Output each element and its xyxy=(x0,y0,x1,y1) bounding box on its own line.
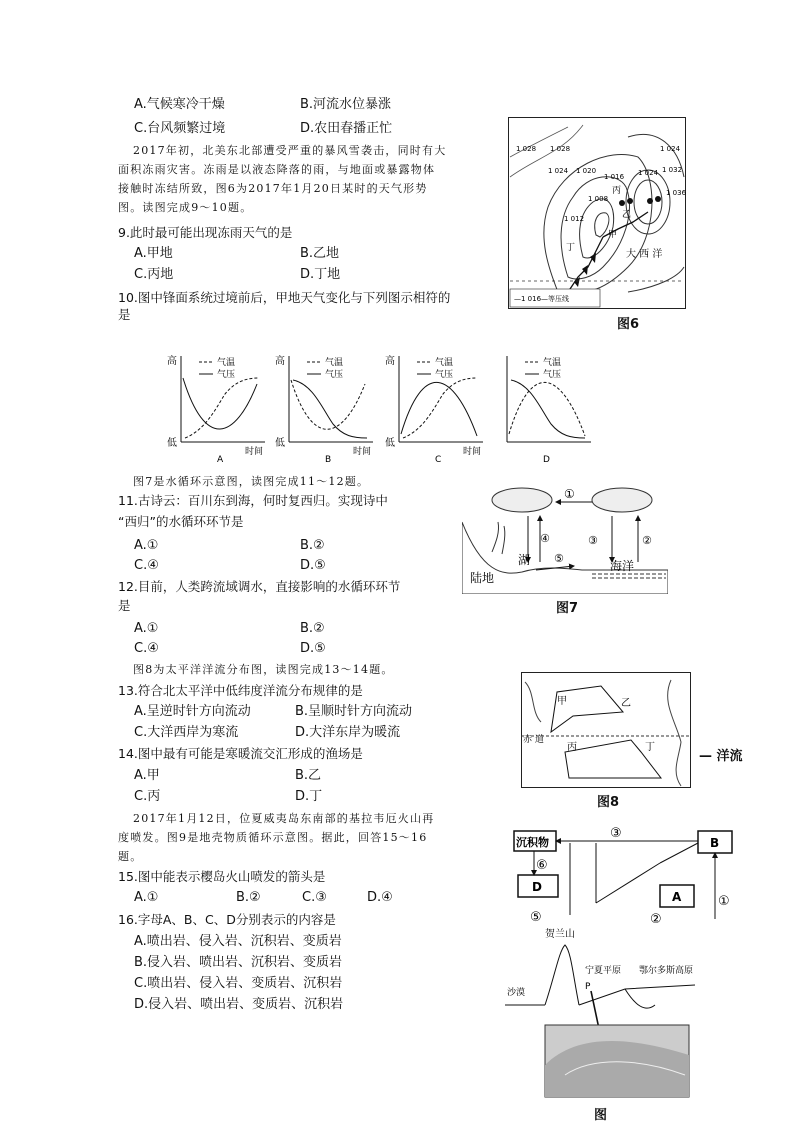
wc-num-4: ④ xyxy=(540,532,550,545)
q11-option-b: B.② xyxy=(300,538,325,553)
fig8-jia: 甲 xyxy=(557,696,567,707)
q16-option-d: D.侵入岩、喷出岩、变质岩、沉积岩 xyxy=(134,997,344,1012)
isobar-label-1024a: 1 024 xyxy=(660,145,681,153)
chart-c-high: 高 xyxy=(385,356,395,367)
q15-option-c: C.③ xyxy=(302,890,327,905)
fig10-desert: 沙漠 xyxy=(507,988,526,998)
isobar-label-1036: 1 036 xyxy=(666,189,686,197)
q14-option-d: D.丁 xyxy=(295,789,323,804)
isobar-label-1024b: 1 024 xyxy=(548,167,569,175)
wc-sea: 海洋 xyxy=(610,559,635,573)
q11-stem-line2: “西归”的水循环环节是 xyxy=(118,514,244,529)
chart-c-label: C xyxy=(435,455,442,465)
q16-stem: 16.字母A、B、C、D分别表示的内容是 xyxy=(118,912,336,927)
chart-c-time: 时间 xyxy=(463,447,482,457)
wc-land: 陆地 xyxy=(470,571,495,585)
intro-15-16-line2: 度喷发。图9是地壳物质循环示意图。据此，回答15～16 xyxy=(118,831,428,844)
q13-option-c: C.大洋西岸为寒流 xyxy=(134,725,239,740)
q15-stem: 15.图中能表示樱岛火山喷发的箭头是 xyxy=(118,869,326,884)
q8-option-c: C.台风频繁过境 xyxy=(134,121,226,136)
chart-b-label: B xyxy=(325,455,332,465)
q10-stem-line1: 10.图中锋面系统过境前后，甲地天气变化与下列图示相符的 xyxy=(118,290,451,305)
fig8-equator: 赤 道 xyxy=(523,735,544,745)
intro-15-16-line1: 2017年1月12日，位夏威夷岛东南部的基拉韦厄火山再 xyxy=(133,812,435,825)
chart-b-high: 高 xyxy=(275,356,285,367)
q16-option-c: C.喷出岩、侵入岩、变质岩、沉积岩 xyxy=(134,976,343,991)
intro-13-14: 图8为太平洋洋流分布图，读图完成13～14题。 xyxy=(133,663,394,676)
q16-option-b: B.侵入岩、喷出岩、沉积岩、变质岩 xyxy=(134,955,343,970)
q11-option-c: C.④ xyxy=(134,558,159,573)
fig8-ding: 丁 xyxy=(645,742,655,753)
q16-option-a: A.喷出岩、侵入岩、沉积岩、变质岩 xyxy=(134,934,342,949)
q10-option-charts xyxy=(165,350,595,470)
fig8-legend xyxy=(699,745,743,764)
fig9-num-1: ① xyxy=(718,894,730,909)
q10-stem-line2: 是 xyxy=(118,307,131,322)
q11-stem-line1: 11.古诗云：百川东到海，何时复西归。实现诗中 xyxy=(118,493,388,508)
figure-10-caption: 图 xyxy=(594,1108,608,1123)
q12-option-c: C.④ xyxy=(134,641,159,656)
chart-c-low: 低 xyxy=(385,438,395,449)
q11-option-d: D.⑤ xyxy=(300,558,326,573)
chart-c xyxy=(385,354,483,465)
q14-stem: 14.图中最有可能是寒暖流交汇形成的渔场是 xyxy=(118,746,363,761)
q14-option-c: C.丙 xyxy=(134,789,161,804)
figure-6-caption: 图6 xyxy=(617,317,640,332)
isobar-label-1028b: 1 028 xyxy=(516,145,537,153)
chart-a-low: 低 xyxy=(167,438,177,449)
figure-9-rock-cycle xyxy=(510,823,744,923)
chart-a-legend-temp: 气温 xyxy=(217,358,236,368)
chart-b xyxy=(275,354,373,465)
q11-option-a: A.① xyxy=(134,538,159,553)
isobar-label-1012: 1 012 xyxy=(564,215,585,223)
chart-d xyxy=(507,356,591,465)
place-yi: 乙 xyxy=(622,210,632,220)
chart-c-legend-pressure: 气压 xyxy=(435,370,454,380)
chart-a-legend-pressure: 气压 xyxy=(217,370,236,380)
chart-a xyxy=(167,354,265,465)
chart-d-legend-temp: 气温 xyxy=(543,358,562,368)
q13-option-a: A.呈逆时针方向流动 xyxy=(134,704,251,719)
wc-lake: 湖 xyxy=(518,553,531,567)
wc-num-2: ② xyxy=(642,534,652,547)
chart-c-legend-temp: 气温 xyxy=(435,358,454,368)
fig8-legend-text: 洋流 xyxy=(716,749,743,764)
chart-d-legend-pressure: 气压 xyxy=(543,370,562,380)
fig8-bing: 丙 xyxy=(567,742,577,753)
chart-a-label: A xyxy=(217,455,224,465)
fig8-yi: 乙 xyxy=(621,698,631,709)
figure-8-pacific-currents xyxy=(521,672,691,788)
intro-15-16-line3: 题。 xyxy=(118,850,143,863)
chart-b-legend-temp: 气温 xyxy=(325,358,344,368)
isobar-label-1008: 1 008 xyxy=(588,195,609,203)
q13-option-d: D.大洋东岸为暖流 xyxy=(295,725,401,740)
intro-9-10-line2: 面积冻雨灾害。冻雨是以液态降落的雨，与地面或暴露物体 xyxy=(118,163,436,176)
q13-option-b: B.呈顺时针方向流动 xyxy=(295,704,413,719)
fig10-p: P xyxy=(585,982,591,992)
chart-a-high: 高 xyxy=(167,356,177,367)
fig9-box-a: A xyxy=(672,890,682,904)
isobar-legend: —1 016—等压线 xyxy=(514,295,570,303)
intro-9-10-line4: 图。读图完成9～10题。 xyxy=(118,201,253,214)
figure-6-weather-map xyxy=(508,117,686,309)
fig9-num-6: ⑥ xyxy=(536,858,548,873)
wc-num-3: ③ xyxy=(588,534,598,547)
q12-stem-line2: 是 xyxy=(118,598,131,613)
chart-b-time: 时间 xyxy=(353,447,372,457)
q13-stem: 13.符合北太平洋中低纬度洋流分布规律的是 xyxy=(118,683,363,698)
fig9-box-d: D xyxy=(532,880,542,894)
q12-option-a: A.① xyxy=(134,621,159,636)
fig9-num-5: ⑤ xyxy=(530,910,542,923)
place-ding: 丁 xyxy=(566,243,576,253)
q9-stem: 9.此时最可能出现冻雨天气的是 xyxy=(118,225,293,240)
q8-option-d: D.农田春播正忙 xyxy=(300,121,393,136)
wc-num-5: ⑤ xyxy=(554,552,564,565)
q12-option-b: B.② xyxy=(300,621,325,636)
q12-stem-line1: 12.目前，人类跨流域调水，直接影响的水循环环节 xyxy=(118,579,401,594)
isobar-label-1024c: 1 024 xyxy=(638,169,659,177)
wc-num-1: ① xyxy=(564,487,575,501)
figure-7-caption: 图7 xyxy=(556,601,579,616)
figure-7-water-cycle xyxy=(462,482,668,594)
fig8-legend-line: — xyxy=(699,749,717,764)
figure-10-helan-mountains xyxy=(505,925,705,1105)
isobar-label-1020: 1 020 xyxy=(576,167,597,175)
fig9-box-b: B xyxy=(710,836,720,850)
ocean-label: 大 西 洋 xyxy=(626,249,663,260)
chart-d-label: D xyxy=(543,455,550,465)
q15-option-d: D.④ xyxy=(367,890,393,905)
q9-option-a: A.甲地 xyxy=(134,246,173,261)
q8-option-b: B.河流水位暴涨 xyxy=(300,97,392,112)
fig9-sediment: 沉积物 xyxy=(516,836,549,849)
intro-9-10-line3: 接触时冻结所致，图6为2017年1月20日某时的天气形势 xyxy=(118,182,428,195)
q12-option-d: D.⑤ xyxy=(300,641,326,656)
fig10-plain: 宁夏平原 xyxy=(585,966,622,976)
isobar-label-1016: 1 016 xyxy=(604,173,625,181)
place-jia: 甲 xyxy=(608,230,618,240)
fig10-plateau: 鄂尔多斯高原 xyxy=(639,966,694,976)
intro-9-10-line1: 2017年初，北美东北部遭受严重的暴风雪袭击，同时有大 xyxy=(133,144,447,157)
q9-option-d: D.丁地 xyxy=(300,267,341,282)
q14-option-a: A.甲 xyxy=(134,768,160,783)
q8-option-a: A.气候寒冷干燥 xyxy=(134,97,225,112)
place-bing: 丙 xyxy=(612,186,622,196)
figure-8-caption: 图8 xyxy=(597,795,620,810)
isobar-label-1028a: 1 028 xyxy=(550,145,571,153)
q15-option-a: A.① xyxy=(134,890,159,905)
q15-option-b: B.② xyxy=(236,890,261,905)
isobar-label-1032: 1 032 xyxy=(662,166,683,174)
chart-a-time: 时间 xyxy=(245,447,264,457)
fig9-num-3: ③ xyxy=(610,826,622,841)
q9-option-c: C.丙地 xyxy=(134,267,174,282)
q9-option-b: B.乙地 xyxy=(300,246,340,261)
q14-option-b: B.乙 xyxy=(295,768,322,783)
chart-b-low: 低 xyxy=(275,438,285,449)
fig10-mountain: 贺兰山 xyxy=(545,929,575,940)
chart-b-legend-pressure: 气压 xyxy=(325,370,344,380)
fig9-num-2: ② xyxy=(650,912,662,923)
intro-11-12: 图7是水循环示意图，读图完成11～12题。 xyxy=(133,475,370,488)
